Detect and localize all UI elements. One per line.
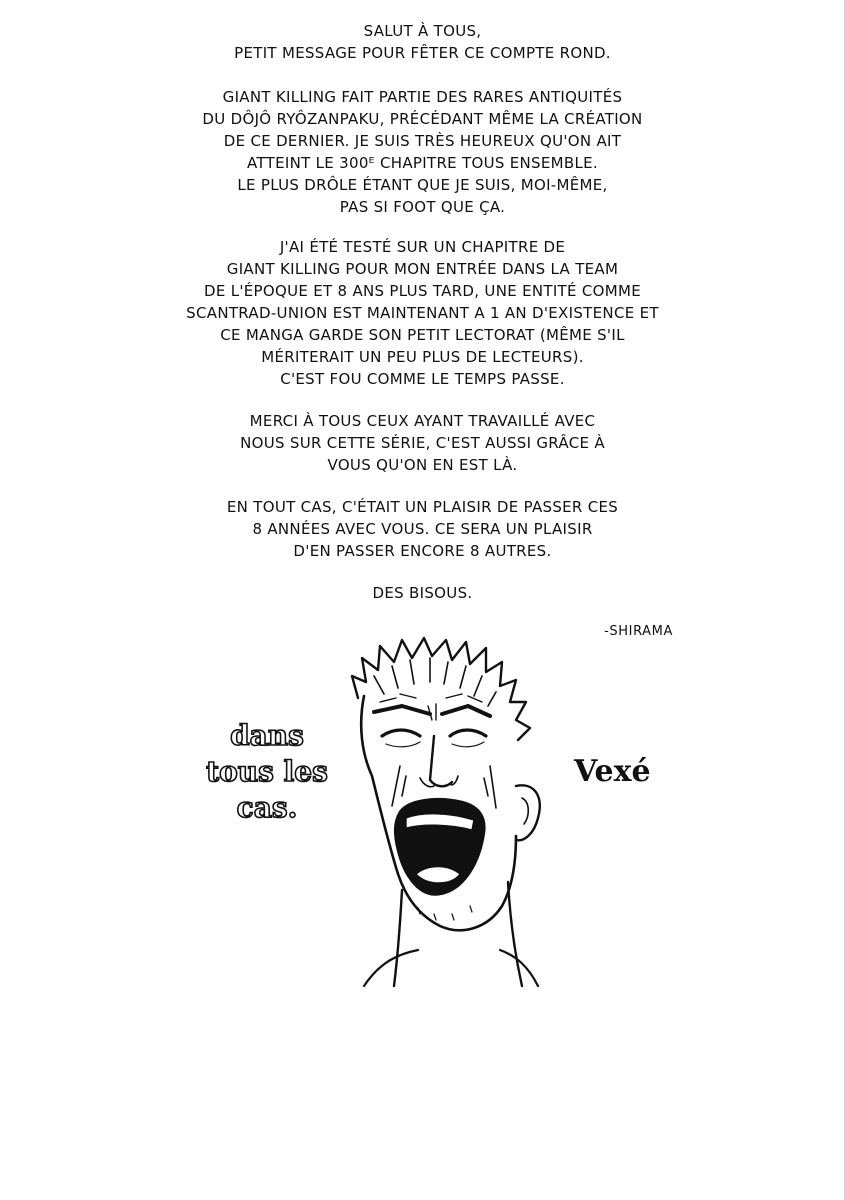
message-line: VOUS QU'ON EN EST LÀ. [327,456,518,474]
message-line: SALUT À TOUS, [363,22,482,40]
message-line: MÉRITERAIT UN PEU PLUS DE LECTEURS). [261,348,584,366]
caption-line: dans [230,719,304,752]
message-line: DES BISOUS. [372,584,473,602]
message-paragraph-closing [0,582,845,604]
message-paragraph-pleasure [0,496,845,562]
shouting-man-drawing [340,636,560,988]
message-line: LE PLUS DRÔLE ÉTANT QUE JE SUIS, MOI-MÊME, [237,176,608,194]
message-line: PAS SI FOOT QUE ÇA. [339,198,506,216]
message-paragraph-greeting [0,20,845,64]
caption-dans-tous-les-cas [182,718,352,826]
message-line: GIANT KILLING FAIT PARTIE DES RARES ANTIQUITÉS [222,88,623,106]
message-line: ATTEINT LE 300ᴱ CHAPITRE TOUS ENSEMBLE. [247,154,598,172]
message-paragraph-history [0,236,845,390]
message-line: D'EN PASSER ENCORE 8 AUTRES. [293,542,552,560]
message-paragraph-thanks [0,410,845,476]
message-line: DE CE DERNIER. JE SUIS TRÈS HEUREUX QU'ON AIT [223,132,622,150]
message-line: NOUS SUR CETTE SÉRIE, C'EST AUSSI GRÂCE À [240,434,605,452]
signature: -SHIRAMA [604,624,673,639]
message-line: DU DÔJÔ RYÔZANPAKU, PRÉCÉDANT MÊME LA CRÉATION [202,110,643,128]
message-line: MERCI À TOUS CEUX AYANT TRAVAILLÉ AVEC [249,412,596,430]
message-line: SCANTRAD-UNION EST MAINTENANT A 1 AN D'EXISTENCE ET [186,304,659,322]
message-line: PETIT MESSAGE POUR FÊTER CE COMPTE ROND. [234,44,611,62]
caption-line: tous les [206,755,328,788]
message-line: J'AI ÉTÉ TESTÉ SUR UN CHAPITRE DE [279,238,566,256]
message-line: DE L'ÉPOQUE ET 8 ANS PLUS TARD, UNE ENTITÉ COMME [204,282,641,300]
caption-vexe: Vexé [574,754,651,789]
message-line: GIANT KILLING POUR MON ENTRÉE DANS LA TEAM [226,260,619,278]
message-line: EN TOUT CAS, C'ÉTAIT UN PLAISIR DE PASSER CES [226,498,619,516]
message-line: 8 ANNÉES AVEC VOUS. CE SERA UN PLAISIR [252,520,593,538]
message-line: C'EST FOU COMME LE TEMPS PASSE. [280,370,565,388]
message-paragraph-antiquities [0,86,845,218]
message-line: CE MANGA GARDE SON PETIT LECTORAT (MÊME S'IL [220,326,625,344]
caption-line: cas. [236,791,298,824]
